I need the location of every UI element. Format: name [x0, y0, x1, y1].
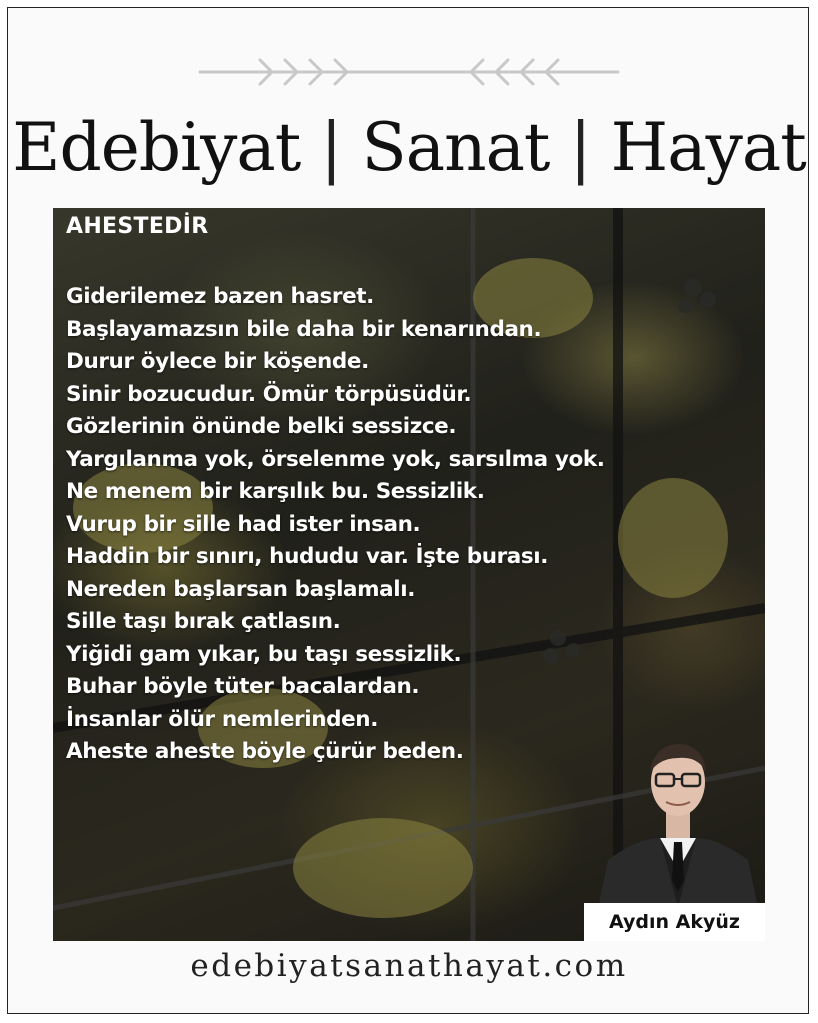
poem-line: Giderilemez bazen hasret.: [66, 284, 374, 309]
poem-line: Yargılanma yok, örselenme yok, sarsılma yok.: [66, 446, 605, 472]
masthead: [0, 100, 818, 196]
poem-line: Buhar böyle tüter bacalardan.: [66, 674, 420, 699]
masthead-separator: |: [569, 109, 591, 186]
poem-line: Haddin bir sınırı, hududu var. İşte burası.: [66, 544, 549, 569]
author-label: Aydın Akyüz: [584, 903, 765, 941]
poem-lines: [66, 281, 605, 769]
poem-line: Durur öylece bir köşende.: [66, 349, 369, 374]
poem-line: Aheste aheste böyle çürür beden.: [66, 739, 464, 764]
website-url: edebiyatsanathayat.com: [190, 948, 628, 984]
poem-line: Sinir bozucudur. Ömür törpüsüdür.: [66, 381, 472, 407]
poem-line: Nereden başlarsan başlamalı.: [66, 576, 415, 602]
poem-line: Yiğidi gam yıkar, bu taşı sessizlik.: [66, 641, 462, 667]
masthead-sanat: Sanat: [361, 109, 550, 186]
poem-title: AHESTEDİR: [66, 214, 209, 239]
poem-line: İnsanlar ölür nemlerinden.: [66, 706, 378, 732]
masthead-hayat: Hayat: [610, 109, 806, 186]
poem-line: Gözlerinin önünde belki sessizce.: [66, 414, 457, 439]
poem-line: Vurup bir sille had ister insan.: [66, 511, 421, 537]
laurel-ornament-icon: [190, 52, 628, 92]
masthead-edebiyat: Edebiyat: [12, 109, 301, 186]
poem-line: Ne menem bir karşılık bu. Sessizlik.: [66, 479, 485, 504]
masthead-separator: |: [320, 109, 342, 186]
poem-line: Sille taşı bırak çatlasın.: [66, 609, 341, 634]
author-portrait: [598, 720, 758, 908]
poem-panel: [53, 208, 765, 941]
poem-line: Başlayamazsın bile daha bir kenarından.: [66, 316, 542, 342]
